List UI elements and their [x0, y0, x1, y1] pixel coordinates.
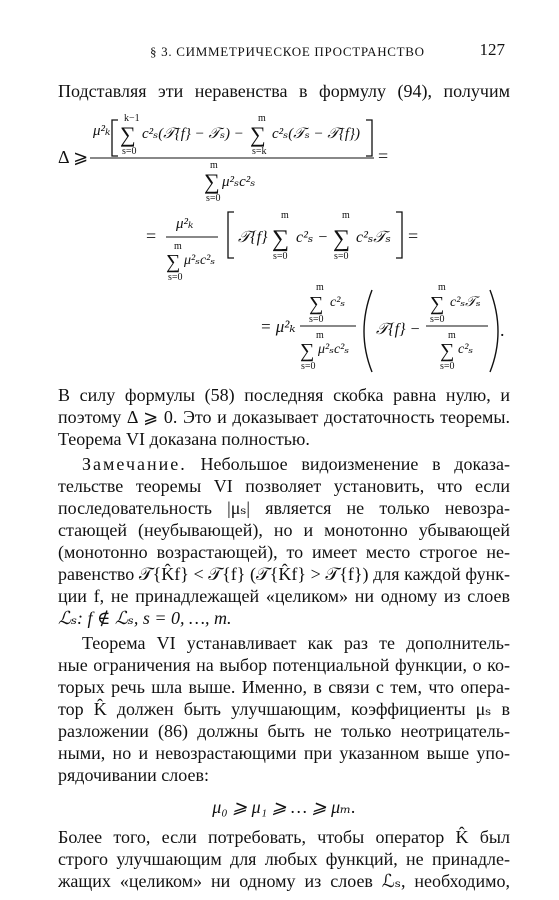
den1-lower: s=0 [301, 361, 316, 372]
end-3: . [500, 320, 505, 340]
s2-lower: s=0 [334, 251, 349, 262]
den1: μ²ₛc²ₛ [318, 342, 350, 357]
s2-sign: ∑ [333, 226, 351, 252]
den2-upper-3: m [448, 330, 456, 341]
eq-2: = [408, 226, 419, 246]
num1-sign: ∑ [309, 293, 324, 315]
paragraph3-line-4: тор K̂ должен быть улучшающим, коэффициенты μₛ в [58, 699, 510, 719]
den2-lower-3: s=0 [440, 361, 455, 372]
sum2-lower: s=k [252, 146, 267, 157]
s1-sign: ∑ [272, 226, 290, 252]
den-lower: s=0 [206, 193, 221, 204]
sum1-upper: k−1 [124, 113, 140, 124]
remark-line-7: ции f, не принадлежащей «целиком» ни одному из слоев [58, 586, 510, 606]
section-title: § 3. СИММЕТРИЧЕСКОЕ ПРОСТРАНСТВО [150, 44, 425, 59]
den-2: μ²ₛc²ₛ [184, 253, 216, 268]
paragraph3-line-5: разложении (86) должны быть не только неотрицатель- [58, 721, 510, 741]
den-sum-sign: ∑ [204, 169, 220, 194]
num2-lower: s=0 [430, 314, 445, 325]
remark-line-1 [82, 453, 510, 475]
s1-lower: s=0 [273, 251, 288, 262]
den1-upper: m [316, 330, 324, 341]
paragraph4-line-3: жащих «целиком» ни одному из слоев ℒₛ, необходимо, [58, 871, 510, 891]
term1: c²ₛ(𝒯{f} − 𝒯ₛ) − [142, 126, 244, 142]
paragraph1-line-3: Теорема VI доказана полностью. [58, 429, 310, 449]
paragraph3-line-7: рядочивании слоев: [58, 765, 209, 785]
intro-line: Подставляя эти неравенства в формулу (94), получим [58, 81, 510, 101]
t2-2: c²ₛ − [296, 229, 329, 246]
formula-lhs: Δ ⩾ [58, 147, 89, 167]
left-paren-3 [364, 290, 372, 372]
remark-line-5: (монотонно возрастающей), то имеет место строгое не- [58, 542, 510, 562]
num2: c²ₛ𝒯ₛ [450, 295, 481, 310]
page-number: 127 [479, 40, 505, 59]
eq-lead-2: = [146, 226, 157, 246]
right-paren-3 [490, 290, 498, 372]
paragraph4-line-2: строго улучшающим для любых функций, не принадле- [58, 849, 510, 869]
sum2-upper: m [258, 113, 266, 124]
den2-upper: m [174, 241, 182, 252]
remark-first-text: Небольшое видоизменение в доказа- [186, 454, 510, 474]
s1-upper: m [281, 210, 289, 221]
t1-3: 𝒯{f} − [376, 321, 421, 338]
paragraph1-line-1: В силу формулы (58) последняя скобка равна нулю, и [58, 385, 510, 405]
left-bracket-2 [228, 212, 234, 258]
paragraph3-line-6: ными, но и невозрастающими при указанном выше упо- [58, 743, 510, 763]
den1-sign: ∑ [300, 340, 315, 362]
remark-line-4: стающей (неубывающей), но и монотонно убывающей [58, 520, 510, 540]
formula-mu-k2: μ²ₖ [93, 123, 111, 139]
remark-line-6: равенство 𝒯{K̂f} < 𝒯{f} (𝒯{K̂f} > 𝒯{f}) для каждой функ- [58, 564, 510, 584]
sum1-lower: s=0 [122, 146, 137, 157]
remark-label: Замечание. [82, 454, 187, 474]
t1-2: 𝒯{f} [238, 229, 268, 246]
t3-2: c²ₛ𝒯ₛ [356, 229, 391, 246]
den2-sum-sign: ∑ [166, 251, 181, 273]
s2-upper: m [342, 210, 350, 221]
remark-line-8: ℒₛ: f ∉ ℒₛ, s = 0, …, m. [58, 608, 232, 628]
den: μ²ₛc²ₛ [222, 174, 256, 190]
num-2: μ²ₖ [176, 216, 194, 232]
remark-line-2: тельстве теоремы VI позволяет установить, что если [58, 476, 510, 496]
term2: c²ₛ(𝒯ₛ − 𝒯{f}) [272, 126, 361, 142]
den2-3: c²ₛ [458, 342, 474, 357]
den-upper: m [210, 160, 218, 171]
remark-line-3: последовательность |μₛ| является не только невозра- [58, 498, 510, 518]
eq-1: = [378, 146, 389, 166]
sum2-sign: ∑ [250, 122, 266, 147]
paragraph3-line-2: ные ограничения на выбор потенциальной функции, о ко- [58, 655, 510, 675]
left-bracket [112, 120, 118, 156]
num2-sign: ∑ [430, 293, 445, 315]
num2-upper: m [438, 282, 446, 293]
num1-lower: s=0 [309, 314, 324, 325]
paragraph3-line-1: Теорема VI устанавливает как раз те дополнитель- [82, 633, 510, 653]
num1: c²ₛ [330, 295, 346, 310]
num1-upper: m [316, 282, 324, 293]
paragraph4-line-1: Более того, если потребовать, чтобы оператор K̂ был [58, 827, 510, 847]
sum1-sign: ∑ [120, 122, 136, 147]
den2-lower: s=0 [168, 272, 183, 283]
paragraph1-line-2: поэтому Δ ⩾ 0. Это и доказывает достаточность теоремы. [58, 407, 510, 427]
paragraph3-line-3: торых речь шла выше. Именно, в связи с тем, что опера- [58, 677, 510, 697]
den2-sign-3: ∑ [440, 340, 455, 362]
lead-3: = μ²ₖ [260, 317, 296, 336]
right-bracket [366, 120, 372, 156]
formula-display [0, 0, 559, 380]
right-bracket-2 [396, 212, 402, 258]
display-inequality: μ₀ ⩾ μ₁ ⩾ … ⩾ μₘ. [212, 797, 356, 817]
